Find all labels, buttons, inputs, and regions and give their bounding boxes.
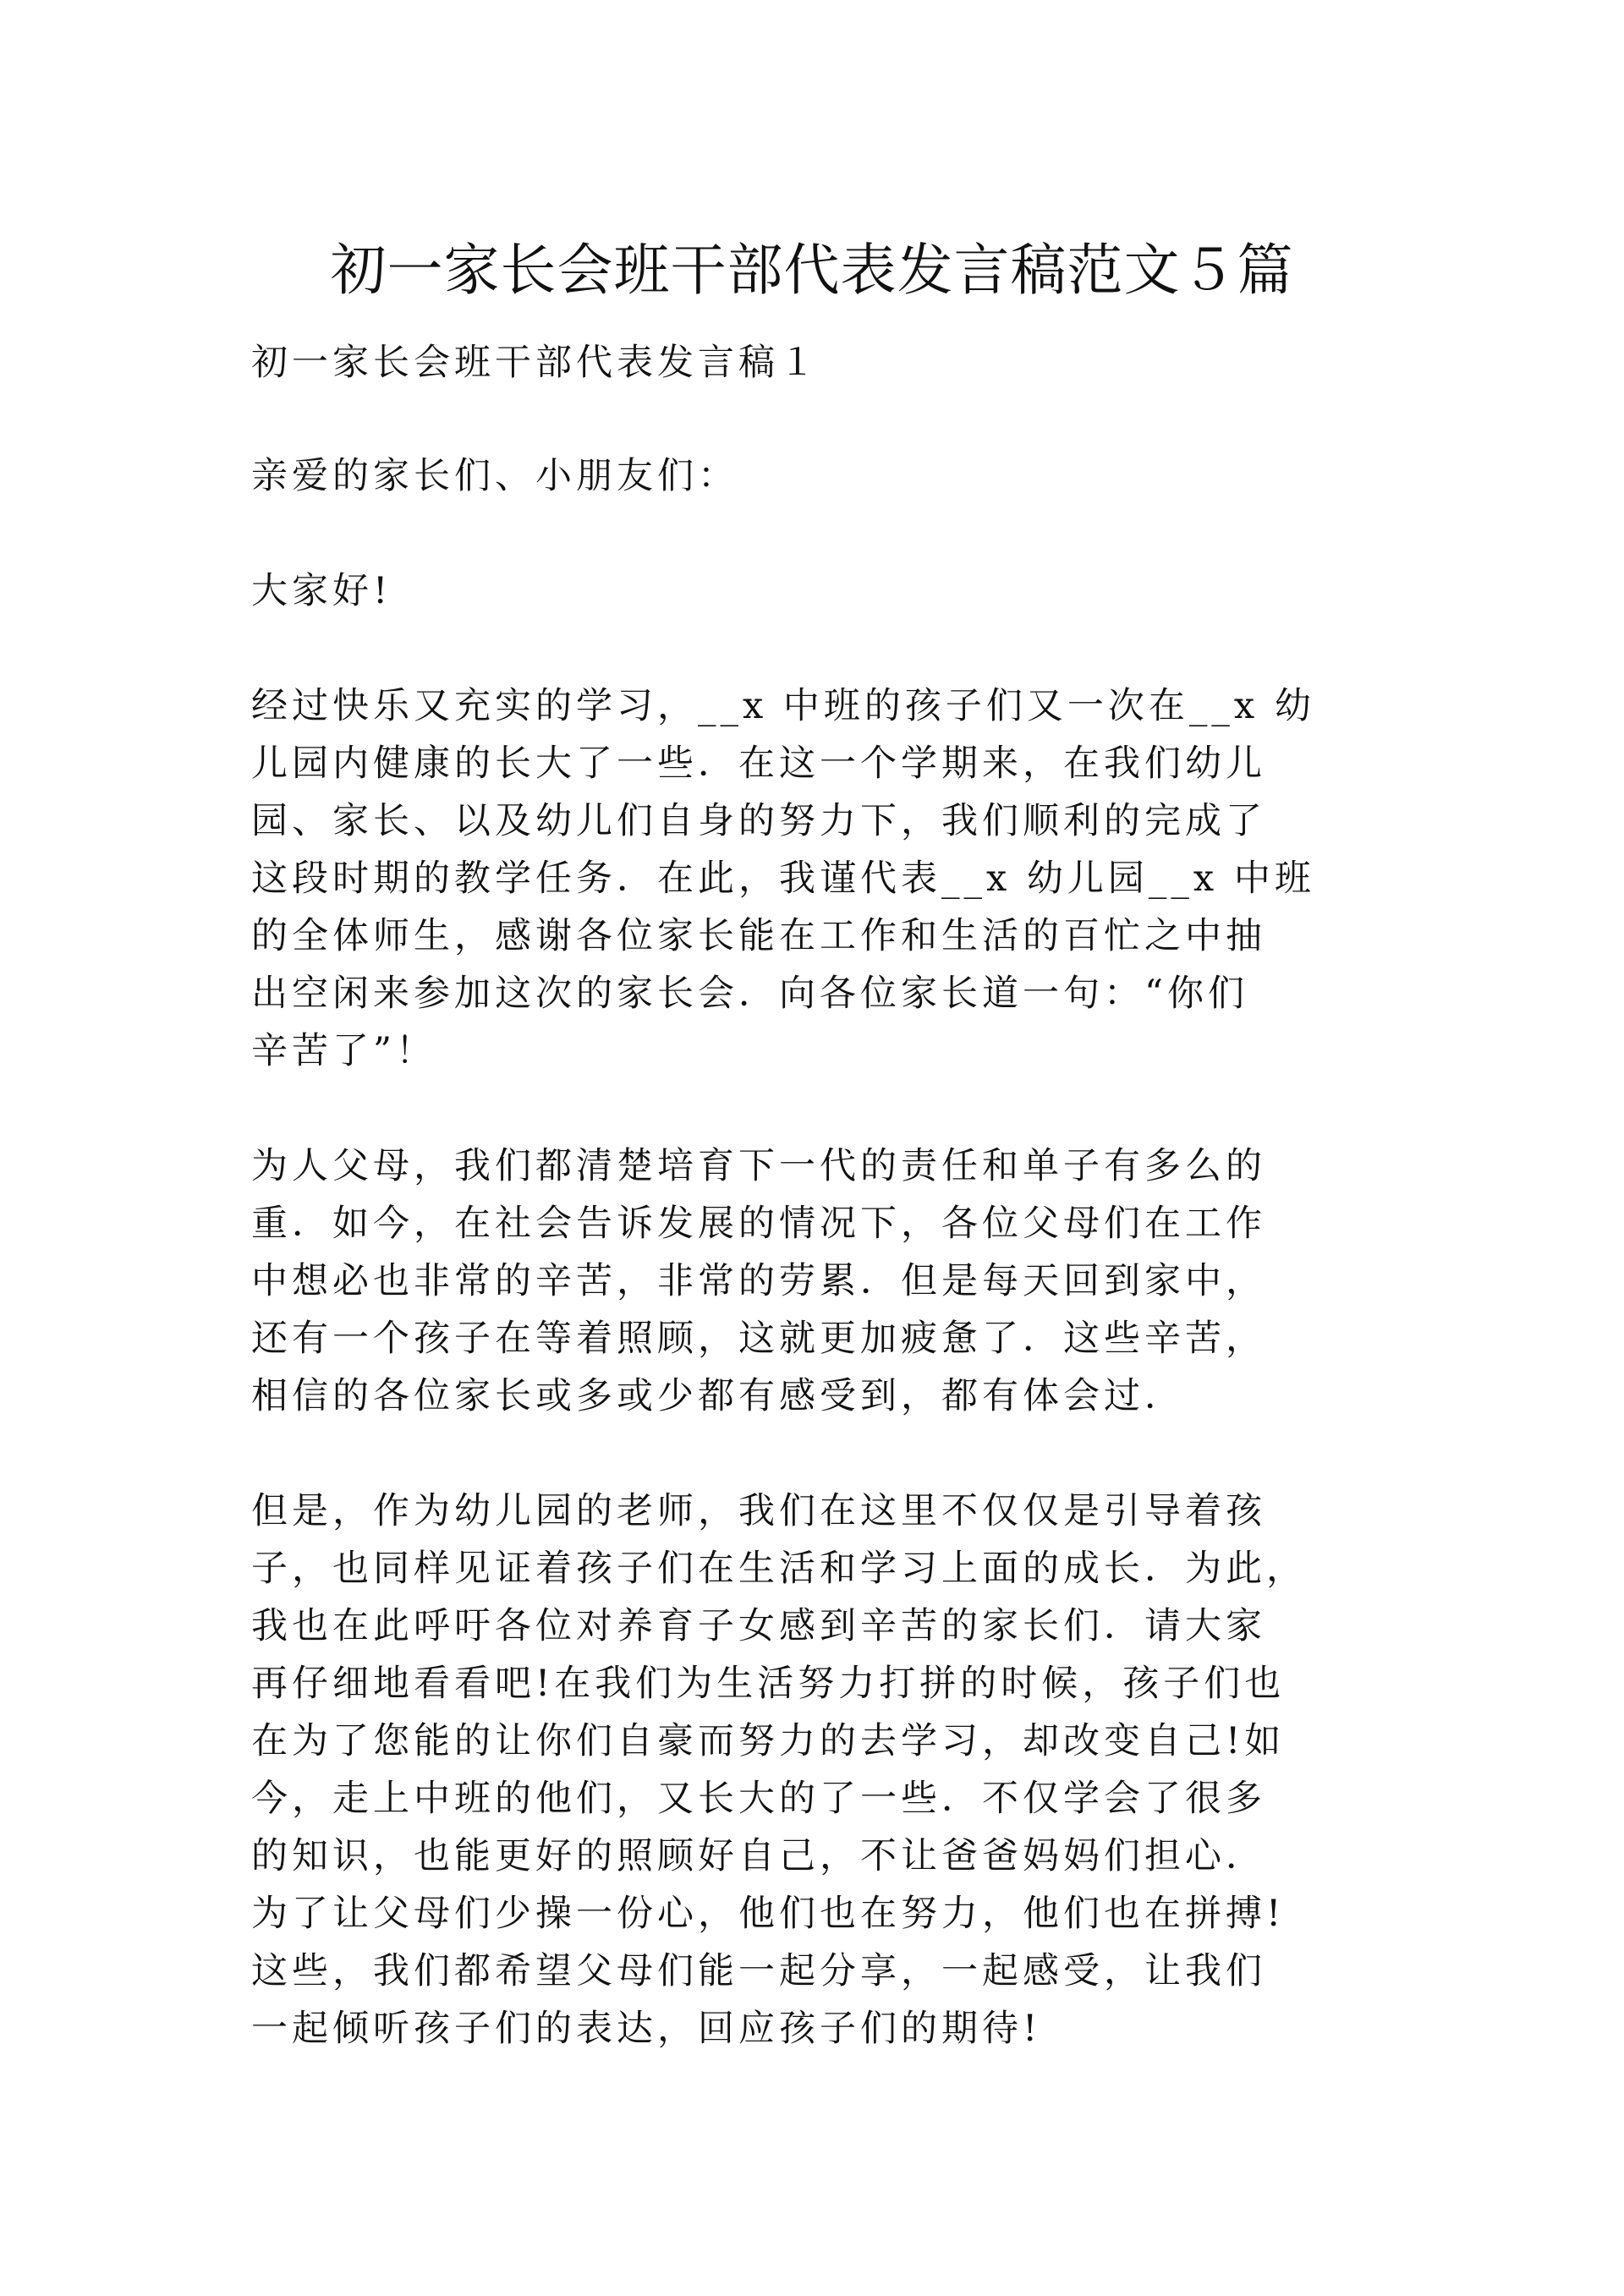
paragraph-line: 在为了您能的让你们自豪而努力的去学习，却改变自己!如 [251,1720,1286,1762]
document-title: 初一家长会班干部代表发言稿范文５篇 [330,238,1294,303]
paragraph-line: 辛苦了”！ [251,1030,436,1072]
document-body [251,334,1376,2115]
paragraph-3 [251,1482,1376,2058]
paragraph-line: 出空闲来参加这次的家长会．向各位家长道一句：“你们 [251,973,1248,1015]
paragraph-2 [251,1137,1376,1425]
paragraph-line: 子，也同样见证着孩子们在生活和学习上面的成长．为此， [251,1548,1307,1590]
paragraph-1 [251,677,1376,1080]
paragraph-line: 但是，作为幼儿园的老师，我们在这里不仅仅是引导着孩 [251,1490,1266,1532]
paragraph-line: 为了让父母们少操一份心，他们也在努力，他们也在拼搏! [251,1893,1286,1935]
paragraph-line: 还有一个孩子在等着照顾，这就更加疲惫了．这些辛苦， [251,1318,1266,1360]
paragraph-line: 经过快乐又充实的学习，__x 中班的孩子们又一次在__x 幼 [251,685,1315,727]
paragraph-line: 重．如今，在社会告诉发展的情况下，各位父母们在工作 [251,1203,1266,1245]
paragraph-line: 为人父母，我们都清楚培育下一代的责任和单子有多么的 [251,1145,1266,1187]
paragraph-line: 的知识，也能更好的照顾好自己，不让爸爸妈妈们担心． [251,1835,1266,1877]
paragraph-line: 园、家长、以及幼儿们自身的努力下，我们顺利的完成了 [251,800,1266,842]
paragraph-line: 这段时期的教学任务．在此，我谨代表__x 幼儿园__x 中班 [251,858,1315,900]
paragraph-line: 儿园内健康的长大了一些．在这一个学期来，在我们幼儿 [251,743,1266,785]
paragraph-line: 这些，我们都希望父母们能一起分享，一起感受，让我们 [251,1950,1266,1992]
paragraph-line: 一起倾听孩子们的表达，回应孩子们的期待! [251,2008,1042,2050]
section-heading: 初一家长会班干部代表发言稿１ [251,342,820,384]
paragraph-line: 今，走上中班的他们，又长大的了一些．不仅学会了很多 [251,1778,1266,1820]
paragraph-line: 我也在此呼吁各位对养育子女感到辛苦的家长们．请大家 [251,1605,1266,1647]
salutation: 亲爱的家长们、小朋友们： [251,455,738,497]
paragraph-line: 再仔细地看看吧!在我们为生活努力打拼的时候，孩子们也 [251,1663,1286,1705]
paragraph-line: 中想必也非常的辛苦，非常的劳累．但是每天回到家中， [251,1260,1266,1302]
paragraph-line: 的全体师生，感谢各位家长能在工作和生活的百忙之中抽 [251,915,1266,957]
greeting: 大家好! [251,570,392,612]
paragraph-line: 相信的各位家长或多或少都有感受到，都有体会过． [251,1375,1185,1417]
